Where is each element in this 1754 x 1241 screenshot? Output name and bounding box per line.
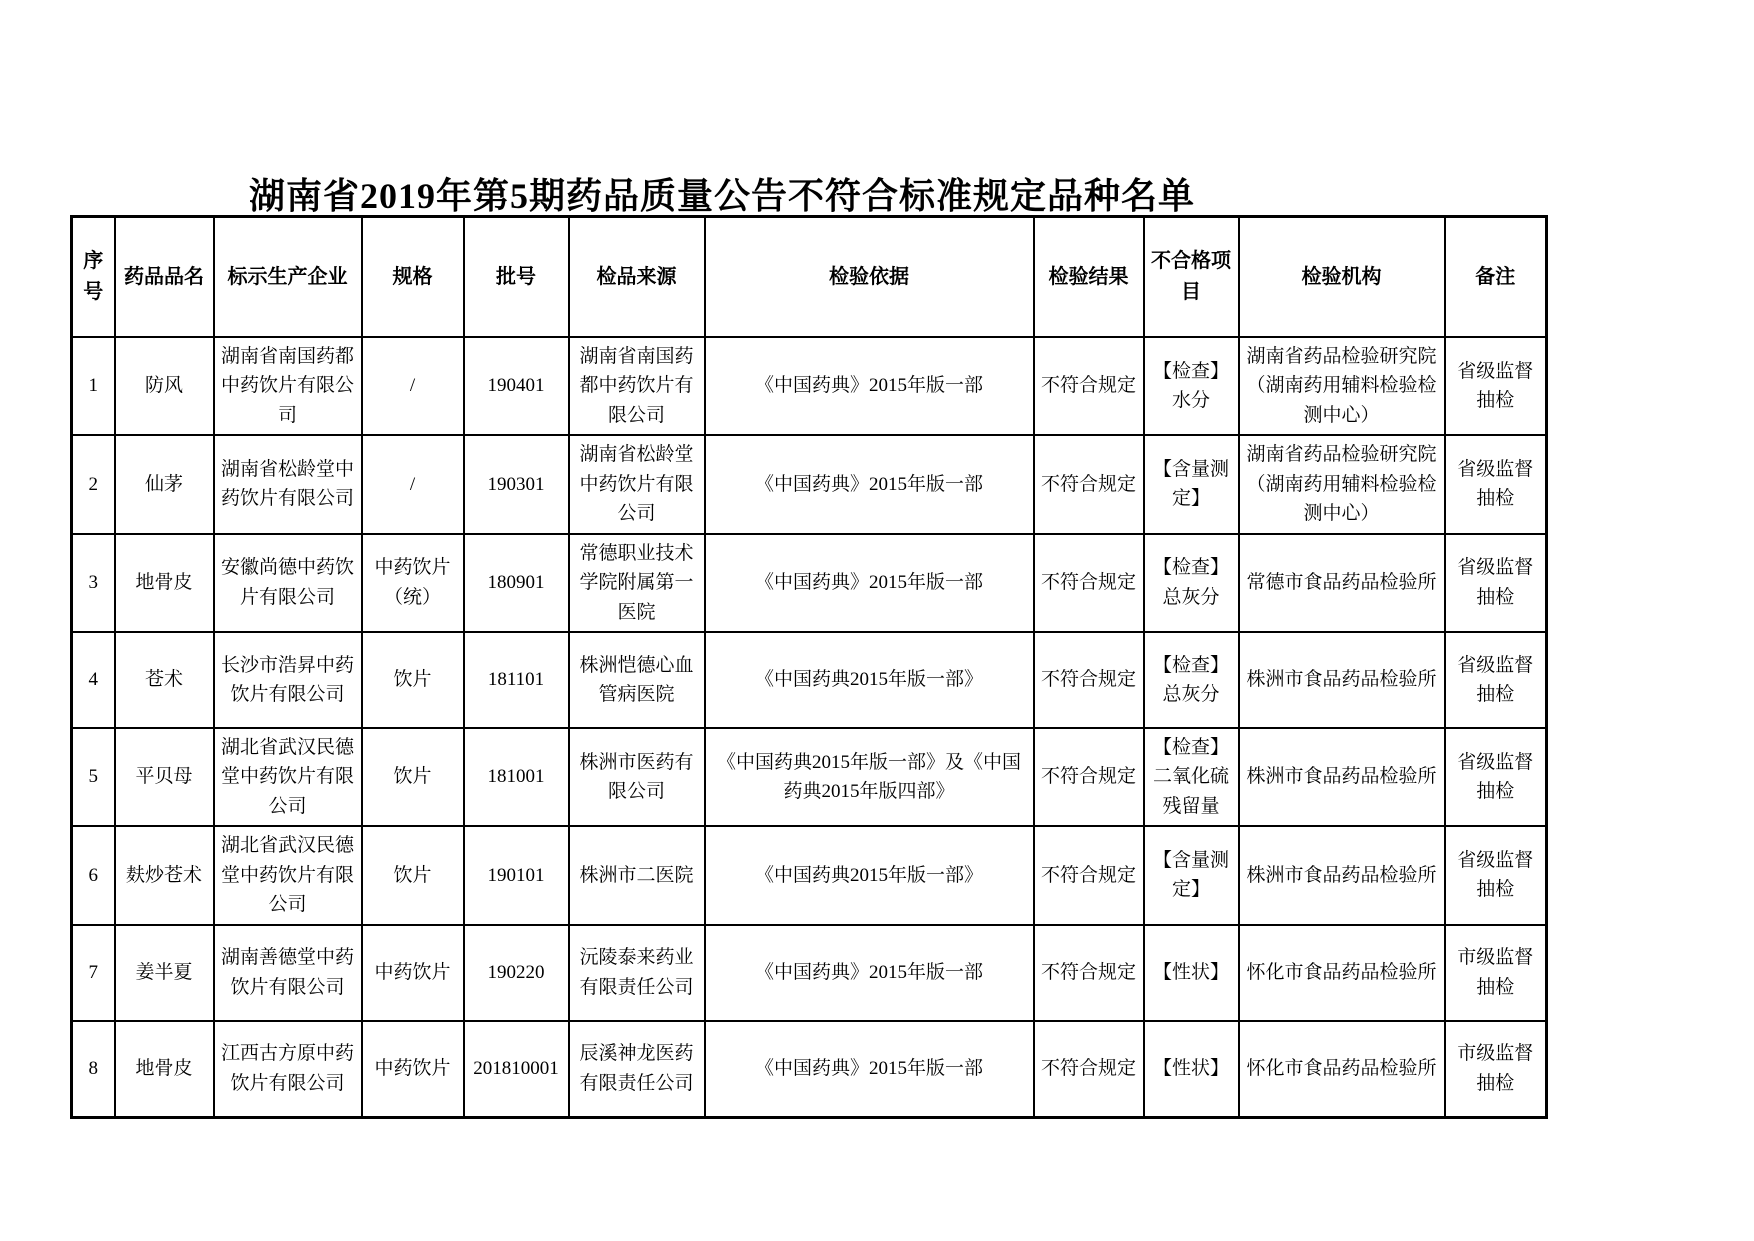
- table-cell: 仙茅: [115, 435, 214, 533]
- noncompliant-drugs-table: [70, 215, 1548, 1119]
- table-cell: 平贝母: [115, 728, 214, 826]
- table-cell: 181101: [464, 632, 569, 728]
- table-row-header: [72, 217, 1547, 338]
- table-cell: 【含量测定】: [1144, 826, 1239, 924]
- table-cell: 苍术: [115, 632, 214, 728]
- column-header: 规格: [362, 217, 464, 338]
- table-cell: 常德市食品药品检验所: [1239, 534, 1445, 632]
- table-row: [72, 826, 1547, 924]
- table-cell: 190101: [464, 826, 569, 924]
- table-cell: 长沙市浩昇中药饮片有限公司: [214, 632, 362, 728]
- column-header: 不合格项目: [1144, 217, 1239, 338]
- table-cell: 中药饮片: [362, 925, 464, 1021]
- table-cell: 《中国药典》2015年版一部: [705, 1021, 1034, 1118]
- table-row: [72, 534, 1547, 632]
- table-cell: 181001: [464, 728, 569, 826]
- table-cell: 江西古方原中药饮片有限公司: [214, 1021, 362, 1118]
- table-header-row: [72, 217, 1547, 338]
- table-cell: 湖北省武汉民德堂中药饮片有限公司: [214, 826, 362, 924]
- table-cell: 【检查】二氧化硫残留量: [1144, 728, 1239, 826]
- table-cell: 【检查】总灰分: [1144, 534, 1239, 632]
- table-cell: 190220: [464, 925, 569, 1021]
- table-cell: 《中国药典》2015年版一部: [705, 925, 1034, 1021]
- table-cell: 姜半夏: [115, 925, 214, 1021]
- table-row: [72, 925, 1547, 1021]
- column-header: 备注: [1445, 217, 1547, 338]
- table-cell: 【检查】水分: [1144, 337, 1239, 435]
- table-cell: 怀化市食品药品检验所: [1239, 925, 1445, 1021]
- table-cell: 湖北省武汉民德堂中药饮片有限公司: [214, 728, 362, 826]
- table-cell: 不符合规定: [1034, 435, 1144, 533]
- table-cell: 省级监督抽检: [1445, 534, 1547, 632]
- column-header: 检品来源: [569, 217, 705, 338]
- table-cell: 地骨皮: [115, 1021, 214, 1118]
- table-cell: 省级监督抽检: [1445, 728, 1547, 826]
- table-cell: 湖南省松龄堂中药饮片有限公司: [214, 435, 362, 533]
- table-cell: 地骨皮: [115, 534, 214, 632]
- table-cell: 中药饮片（统）: [362, 534, 464, 632]
- table-cell: 4: [72, 632, 115, 728]
- page-title: 湖南省2019年第5期药品质量公告不符合标准规定品种名单: [248, 176, 1196, 216]
- table-cell: 沅陵泰来药业有限责任公司: [569, 925, 705, 1021]
- table-cell: 株洲市二医院: [569, 826, 705, 924]
- table-cell: 不符合规定: [1034, 728, 1144, 826]
- table-cell: 不符合规定: [1034, 534, 1144, 632]
- table-cell: 株洲市食品药品检验所: [1239, 826, 1445, 924]
- table-cell: 湖南善德堂中药饮片有限公司: [214, 925, 362, 1021]
- table-row: [72, 1021, 1547, 1118]
- table-cell: 【性状】: [1144, 925, 1239, 1021]
- table-cell: 饮片: [362, 728, 464, 826]
- table-cell: 190401: [464, 337, 569, 435]
- table-cell: 《中国药典》2015年版一部: [705, 337, 1034, 435]
- table-cell: 麸炒苍术: [115, 826, 214, 924]
- table-cell: 防风: [115, 337, 214, 435]
- table-cell: /: [362, 435, 464, 533]
- column-header: 药品品名: [115, 217, 214, 338]
- column-header: 序号: [72, 217, 115, 338]
- table-cell: 《中国药典2015年版一部》: [705, 632, 1034, 728]
- table-cell: 5: [72, 728, 115, 826]
- table-row: [72, 728, 1547, 826]
- table-cell: 省级监督抽检: [1445, 826, 1547, 924]
- table-cell: 180901: [464, 534, 569, 632]
- table-cell: 《中国药典2015年版一部》及《中国药典2015年版四部》: [705, 728, 1034, 826]
- table-cell: 安徽尚德中药饮片有限公司: [214, 534, 362, 632]
- table-cell: 怀化市食品药品检验所: [1239, 1021, 1445, 1118]
- table-cell: 《中国药典》2015年版一部: [705, 435, 1034, 533]
- table-cell: 株洲市食品药品检验所: [1239, 632, 1445, 728]
- table-cell: 湖南省药品检验研究院（湖南药用辅料检验检测中心）: [1239, 337, 1445, 435]
- table-cell: 《中国药典》2015年版一部: [705, 534, 1034, 632]
- table-row: [72, 632, 1547, 728]
- table-cell: 不符合规定: [1034, 925, 1144, 1021]
- table-cell: 株洲市食品药品检验所: [1239, 728, 1445, 826]
- table-cell: 不符合规定: [1034, 337, 1144, 435]
- table-cell: 辰溪神龙医药有限责任公司: [569, 1021, 705, 1118]
- table-cell: 6: [72, 826, 115, 924]
- table-cell: 饮片: [362, 632, 464, 728]
- table-cell: 市级监督抽检: [1445, 1021, 1547, 1118]
- table-cell: 中药饮片: [362, 1021, 464, 1118]
- table-cell: 株洲恺德心血管病医院: [569, 632, 705, 728]
- column-header: 批号: [464, 217, 569, 338]
- column-header: 检验结果: [1034, 217, 1144, 338]
- table-cell: 190301: [464, 435, 569, 533]
- column-header: 标示生产企业: [214, 217, 362, 338]
- table-cell: 省级监督抽检: [1445, 632, 1547, 728]
- table-cell: 不符合规定: [1034, 632, 1144, 728]
- table-cell: 湖南省松龄堂中药饮片有限公司: [569, 435, 705, 533]
- table-cell: 常德职业技术学院附属第一医院: [569, 534, 705, 632]
- table-row: [72, 337, 1547, 435]
- table-cell: 【检查】总灰分: [1144, 632, 1239, 728]
- table-cell: 3: [72, 534, 115, 632]
- table-cell: 8: [72, 1021, 115, 1118]
- table-cell: 湖南省南国药都中药饮片有限公司: [569, 337, 705, 435]
- table-cell: 【含量测定】: [1144, 435, 1239, 533]
- table-cell: 【性状】: [1144, 1021, 1239, 1118]
- table-cell: /: [362, 337, 464, 435]
- table-cell: 不符合规定: [1034, 1021, 1144, 1118]
- table-cell: 《中国药典2015年版一部》: [705, 826, 1034, 924]
- table-cell: 市级监督抽检: [1445, 925, 1547, 1021]
- table-cell: 省级监督抽检: [1445, 337, 1547, 435]
- column-header: 检验依据: [705, 217, 1034, 338]
- table-cell: 1: [72, 337, 115, 435]
- table-cell: 2: [72, 435, 115, 533]
- column-header: 检验机构: [1239, 217, 1445, 338]
- table-cell: 株洲市医药有限公司: [569, 728, 705, 826]
- table-cell: 201810001: [464, 1021, 569, 1118]
- table-cell: 7: [72, 925, 115, 1021]
- table-cell: 饮片: [362, 826, 464, 924]
- table-row: [72, 435, 1547, 533]
- table-cell: 湖南省南国药都中药饮片有限公司: [214, 337, 362, 435]
- table-cell: 不符合规定: [1034, 826, 1144, 924]
- table-cell: 省级监督抽检: [1445, 435, 1547, 533]
- table-body: [72, 337, 1547, 1117]
- table-cell: 湖南省药品检验研究院（湖南药用辅料检验检测中心）: [1239, 435, 1445, 533]
